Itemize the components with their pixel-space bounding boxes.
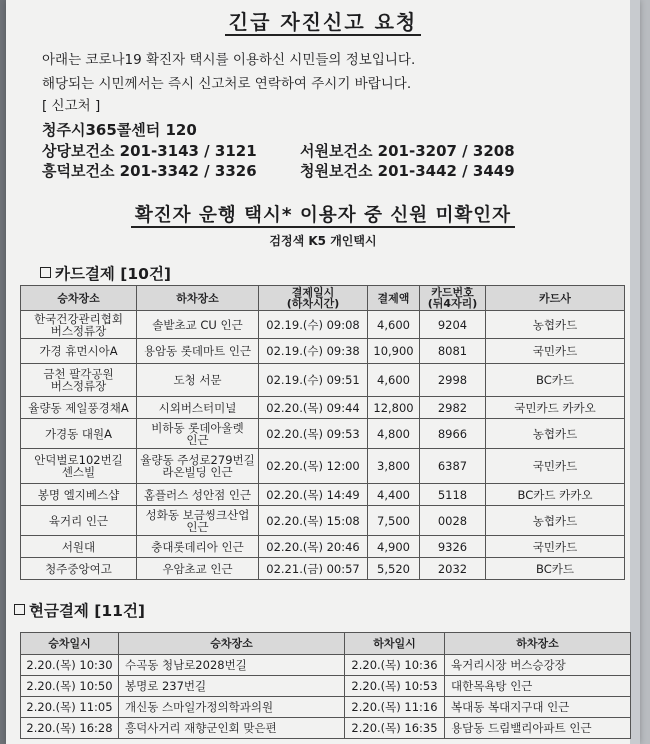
checkbox-square-icon <box>40 267 51 278</box>
section-title: 확진자 운행 택시* 이용자 중 신원 미확인자 <box>6 201 640 227</box>
table-cell: BC카드 <box>486 364 625 397</box>
table-row <box>21 339 625 364</box>
card-table-header: 카드사 <box>486 286 625 311</box>
table-cell: BC카드 <box>486 558 625 580</box>
table-row <box>21 506 625 536</box>
table-cell: 용담동 드림밸리아파트 인근 <box>445 718 631 739</box>
table-cell: 02.20.(목) 14:49 <box>259 484 368 506</box>
table-cell: 02.21.(금) 00:57 <box>259 558 368 580</box>
document-title: 긴급 자진신고 요청 <box>6 6 640 35</box>
table-cell: 0028 <box>420 506 486 536</box>
table-cell: 홈플러스 성안점 인근 <box>137 484 259 506</box>
table-cell: 02.19.(수) 09:51 <box>259 364 368 397</box>
report-label: [ 신고처 ] <box>42 98 101 114</box>
table-row <box>21 484 625 506</box>
card-table-header: 승차장소 <box>21 286 137 311</box>
contact-heungdeok: 흥덕보건소 201-3342 / 3326 <box>42 162 257 180</box>
table-cell: 2998 <box>420 364 486 397</box>
card-payment-heading: 카드결제 [10건] <box>40 262 171 284</box>
table-cell: 율량동 제일풍경채A <box>21 397 137 419</box>
table-cell: 율량동 주성로279번길 라온빌딩 인근 <box>137 449 259 484</box>
table-cell: 국민카드 <box>486 449 625 484</box>
table-cell: 복대동 복대지구대 인근 <box>445 697 631 718</box>
table-cell: 02.19.(수) 09:38 <box>259 339 368 364</box>
table-cell: 흥덕사거리 재향군인회 맞은편 <box>119 718 345 739</box>
contact-seowon: 서원보건소 201-3207 / 3208 <box>300 141 515 160</box>
cash-payment-table <box>20 632 631 739</box>
table-cell: 개신동 스마일가정의학과의원 <box>119 697 345 718</box>
table-cell: 02.20.(목) 09:44 <box>259 397 368 419</box>
table-cell: 가경동 대원A <box>21 419 137 449</box>
table-cell: 2.20.(목) 10:53 <box>345 676 445 697</box>
table-row <box>21 718 631 739</box>
table-cell: 농협카드 <box>486 506 625 536</box>
table-cell: 2.20.(목) 11:05 <box>21 697 119 718</box>
table-cell: 용암동 롯데마트 인근 <box>137 339 259 364</box>
table-cell: 봉명로 237번길 <box>119 676 345 697</box>
table-cell: 국민카드 카카오 <box>486 397 625 419</box>
table-cell: 4,600 <box>368 311 420 339</box>
table-row <box>21 311 625 339</box>
table-cell: 02.20.(목) 20:46 <box>259 536 368 558</box>
table-cell: 2982 <box>420 397 486 419</box>
table-cell: 8966 <box>420 419 486 449</box>
table-row <box>21 419 625 449</box>
cash-table-header: 승차장소 <box>119 633 345 655</box>
table-row <box>21 655 631 676</box>
table-cell: 농협카드 <box>486 311 625 339</box>
cash-table-header: 하차일시 <box>345 633 445 655</box>
table-cell: 도청 서문 <box>137 364 259 397</box>
table-row <box>21 536 625 558</box>
table-cell: 국민카드 <box>486 339 625 364</box>
table-row <box>21 676 631 697</box>
table-cell: 시외버스터미널 <box>137 397 259 419</box>
table-cell: 금천 팔각공원 버스정류장 <box>21 364 137 397</box>
table-cell: 솔밭초교 CU 인근 <box>137 311 259 339</box>
table-cell: 한국건강관리협회 버스정류장 <box>21 311 137 339</box>
table-cell: 5118 <box>420 484 486 506</box>
document-page <box>6 0 640 744</box>
card-table-header: 카드번호 (뒤4자리) <box>420 286 486 311</box>
table-cell: 5,520 <box>368 558 420 580</box>
table-row <box>21 558 625 580</box>
table-cell: 9204 <box>420 311 486 339</box>
table-cell: 02.20.(목) 12:00 <box>259 449 368 484</box>
table-cell: 02.19.(수) 09:08 <box>259 311 368 339</box>
table-cell: 9326 <box>420 536 486 558</box>
cash-payment-heading: 현금결제 [11건] <box>14 599 145 621</box>
table-cell: 12,800 <box>368 397 420 419</box>
table-cell: 안덕벌로102번길 센스빌 <box>21 449 137 484</box>
notice-text <box>42 48 415 96</box>
table-cell: 농협카드 <box>486 419 625 449</box>
cash-table-header: 승차일시 <box>21 633 119 655</box>
table-cell: 4,900 <box>368 536 420 558</box>
table-cell: 3,800 <box>368 449 420 484</box>
contact-cheongwon: 청원보건소 201-3442 / 3449 <box>300 162 515 180</box>
table-cell: 가경 휴먼시아A <box>21 339 137 364</box>
contact-list <box>42 120 515 182</box>
card-table-header: 하차장소 <box>137 286 259 311</box>
table-row <box>21 397 625 419</box>
table-cell: 2.20.(목) 16:28 <box>21 718 119 739</box>
contact-sangdang: 상당보건소 201-3143 / 3121 <box>42 141 257 160</box>
table-cell: 6387 <box>420 449 486 484</box>
table-cell: 2.20.(목) 10:50 <box>21 676 119 697</box>
photo-edge-right <box>630 0 640 744</box>
table-cell: 02.20.(목) 15:08 <box>259 506 368 536</box>
table-cell: 8081 <box>420 339 486 364</box>
table-cell: 청주중앙여고 <box>21 558 137 580</box>
table-row <box>21 697 631 718</box>
table-cell: 4,800 <box>368 419 420 449</box>
table-cell: 대한목욕탕 인근 <box>445 676 631 697</box>
table-row <box>21 449 625 484</box>
table-cell: 10,900 <box>368 339 420 364</box>
table-cell: 02.20.(목) 09:53 <box>259 419 368 449</box>
table-cell: 국민카드 <box>486 536 625 558</box>
table-cell: 서원대 <box>21 536 137 558</box>
table-cell: 육거리시장 버스승강장 <box>445 655 631 676</box>
card-payment-table <box>20 285 625 580</box>
notice-line-1: 아래는 코로나19 확진자 택시를 이용하신 시민들의 정보입니다. <box>42 52 416 68</box>
table-cell: 비하동 롯데아울렛 인근 <box>137 419 259 449</box>
table-cell: 2032 <box>420 558 486 580</box>
table-cell: 4,400 <box>368 484 420 506</box>
table-cell: 성화동 보금씽크산업 인근 <box>137 506 259 536</box>
contact-call-center: 청주시365콜센터 120 <box>42 121 197 139</box>
table-cell: 2.20.(목) 10:30 <box>21 655 119 676</box>
card-table-header: 결제일시 (하차시간) <box>259 286 368 311</box>
table-cell: 2.20.(목) 10:36 <box>345 655 445 676</box>
table-cell: 우암초교 인근 <box>137 558 259 580</box>
cash-table-header: 하차장소 <box>445 633 631 655</box>
table-cell: 충대롯데리아 인근 <box>137 536 259 558</box>
table-cell: 2.20.(목) 16:35 <box>345 718 445 739</box>
table-cell: BC카드 카카오 <box>486 484 625 506</box>
table-cell: 수곡동 청남로2028번길 <box>119 655 345 676</box>
vehicle-description: 검정색 K5 개인택시 <box>269 234 377 248</box>
table-cell: 4,600 <box>368 364 420 397</box>
table-cell: 7,500 <box>368 506 420 536</box>
table-cell: 봉명 엘지베스샵 <box>21 484 137 506</box>
checkbox-square-icon <box>14 604 25 615</box>
notice-line-2: 해당되는 시민께서는 즉시 신고처로 연락하여 주시기 바랍니다. <box>42 76 412 92</box>
card-table-header: 결제액 <box>368 286 420 311</box>
table-cell: 2.20.(목) 11:16 <box>345 697 445 718</box>
table-cell: 육거리 인근 <box>21 506 137 536</box>
table-row <box>21 364 625 397</box>
